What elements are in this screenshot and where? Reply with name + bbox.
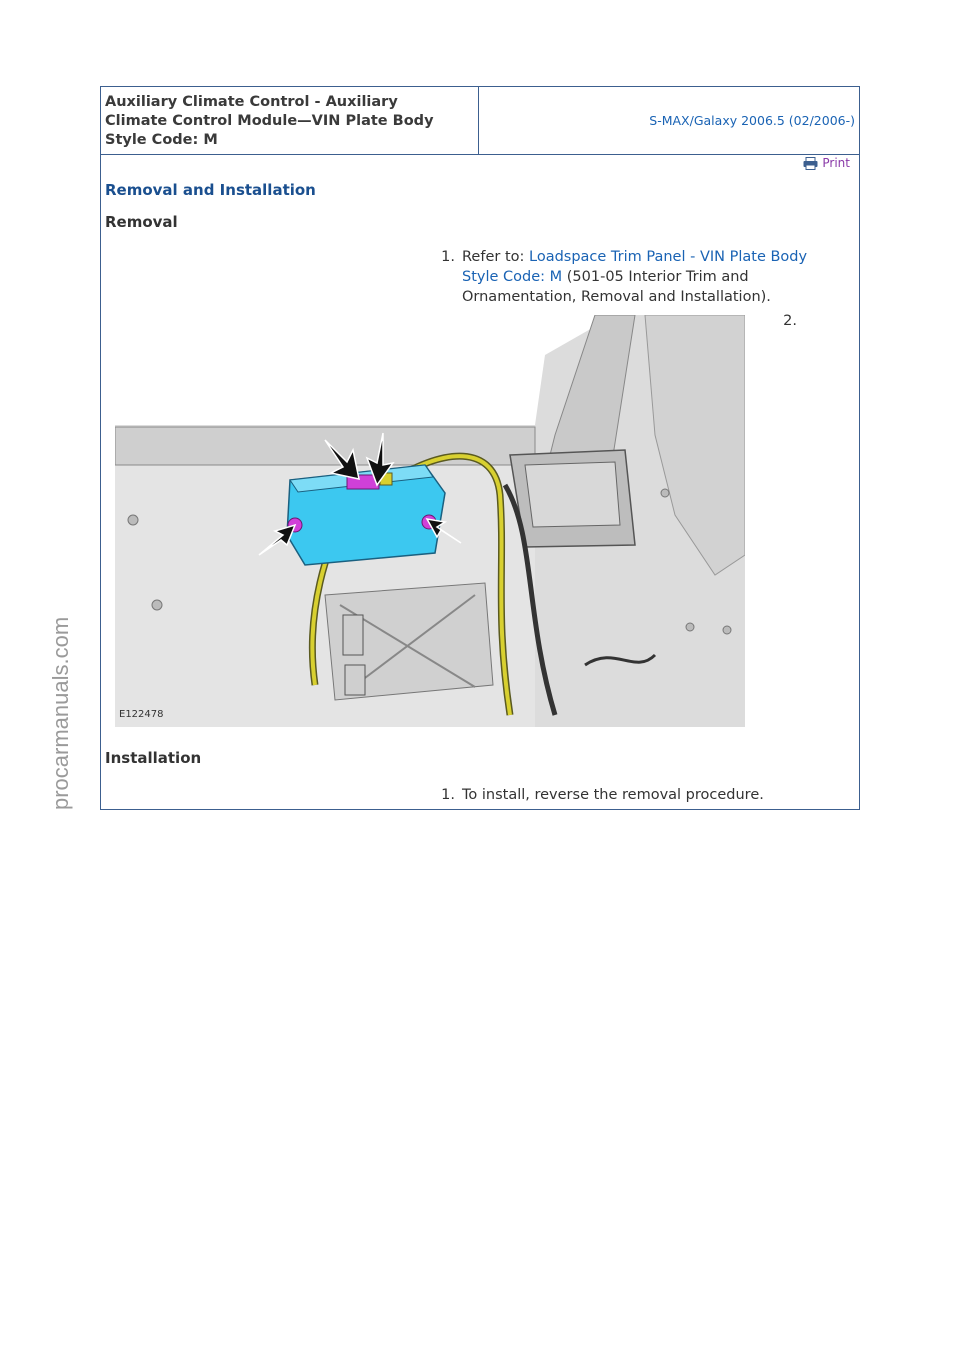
print-button[interactable] xyxy=(803,156,850,170)
step-text: To install, reverse the removal procedure. xyxy=(462,787,764,803)
page-title-line-1: Auxiliary Climate Control - Auxiliary xyxy=(105,94,398,110)
step-number: 1. xyxy=(441,787,455,803)
step-suffix-line: Ornamentation, Removal and Installation). xyxy=(462,289,771,305)
side-watermark-text: procarmanuals.com xyxy=(48,616,73,810)
step-prefix: Refer to: xyxy=(462,249,529,265)
step-suffix: (501-05 Interior Trim and xyxy=(562,269,749,285)
figure-label: E122478 xyxy=(119,709,164,720)
removal-step-1 xyxy=(433,247,853,307)
section-title: Removal and Installation xyxy=(105,181,316,199)
step-number: 2. xyxy=(783,313,797,329)
loadspace-trim-panel-link-cont[interactable]: Style Code: M xyxy=(462,269,563,285)
loadspace-trim-panel-link[interactable]: Loadspace Trim Panel - VIN Plate Body xyxy=(529,249,808,265)
step-number: 1. xyxy=(441,249,455,265)
removal-step-2 xyxy=(775,311,815,331)
document-header xyxy=(101,87,859,155)
installation-step-1 xyxy=(433,785,853,807)
removal-heading: Removal xyxy=(105,213,178,231)
page-title-line-2: Climate Control Module—VIN Plate Body xyxy=(105,113,434,129)
print-label: Print xyxy=(822,156,850,170)
page-title-line-3: Style Code: M xyxy=(105,132,218,148)
installation-heading: Installation xyxy=(105,749,202,767)
document-frame xyxy=(100,86,860,810)
step-text xyxy=(462,247,807,307)
module-illustration xyxy=(115,315,745,727)
page-title xyxy=(101,87,479,154)
vehicle-model: S-MAX/Galaxy 2006.5 (02/2006-) xyxy=(649,113,855,128)
side-watermark xyxy=(8,0,73,1358)
printer-icon xyxy=(803,157,818,170)
